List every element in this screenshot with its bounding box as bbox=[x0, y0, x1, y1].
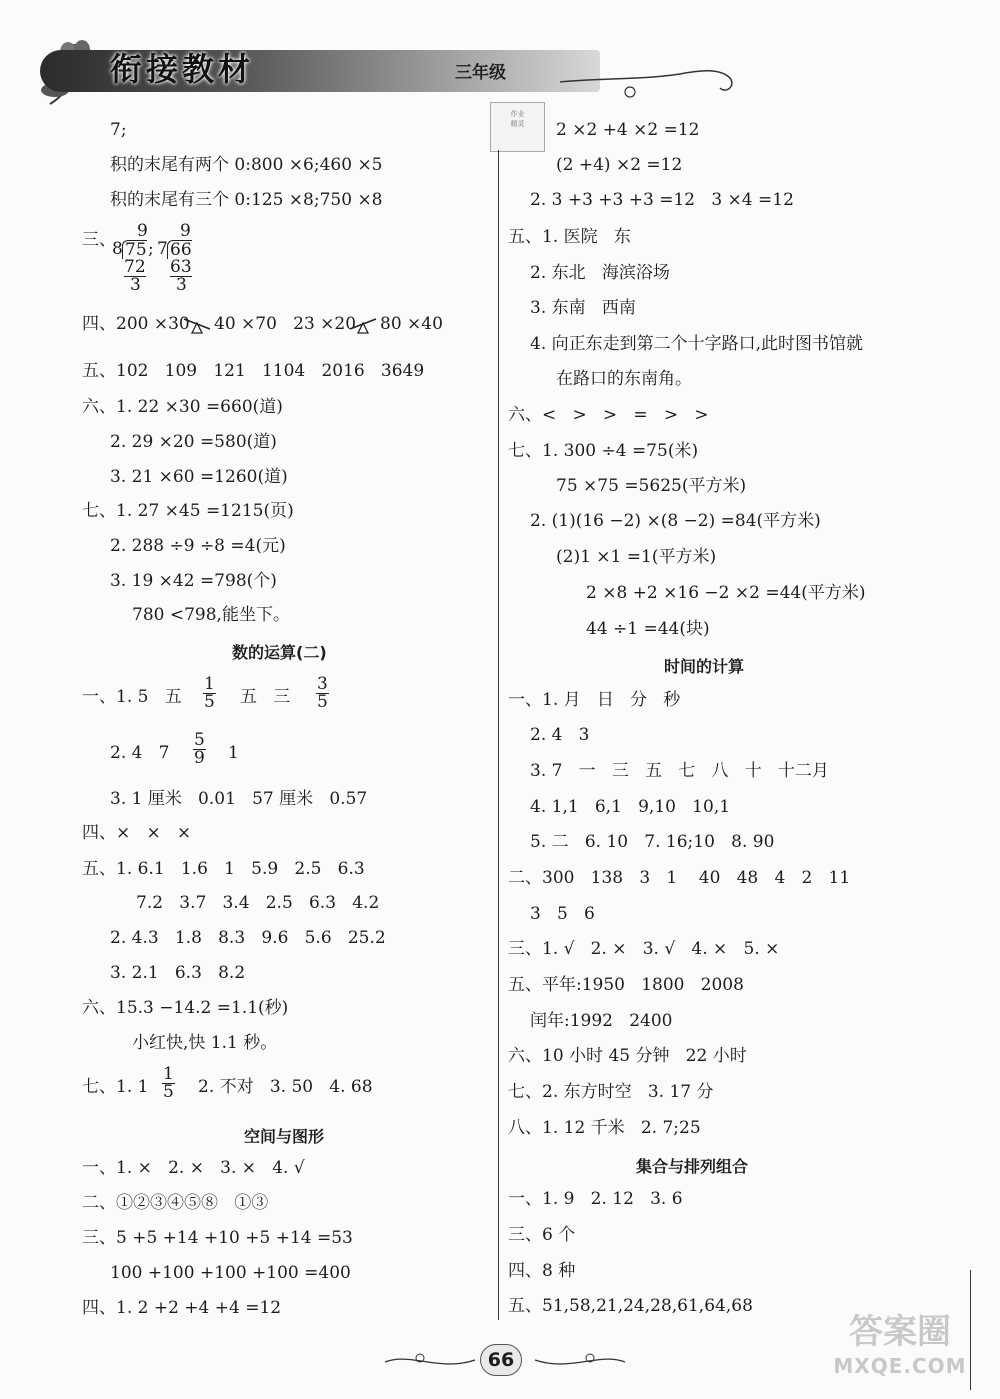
section-title: 时间的计算 bbox=[664, 657, 745, 676]
numerator: 3 bbox=[317, 674, 328, 694]
answer-line: 2. 4.3 1.8 8.3 9.6 5.6 25.2 bbox=[110, 928, 386, 948]
answer-line: 一、1. 5 五 bbox=[82, 687, 182, 707]
answer-line: 7; bbox=[110, 120, 127, 140]
dividend: 75 bbox=[122, 240, 147, 259]
page-number: 66 bbox=[480, 1344, 522, 1376]
answer-line: 五、平年:1950 1800 2008 bbox=[508, 975, 744, 995]
product: 72 bbox=[124, 257, 146, 277]
answer-line: 五 三 bbox=[240, 687, 291, 707]
denominator: 5 bbox=[204, 692, 215, 712]
answer-line: 在路口的东南角。 bbox=[556, 369, 692, 389]
answer-line: 二、①②③④⑤⑧ ①③ bbox=[82, 1193, 269, 1213]
remainder: 3 bbox=[130, 275, 141, 295]
answer-line: 3. 1 厘米 0.01 57 厘米 0.57 bbox=[110, 789, 368, 809]
answer-line: 六、10 小时 45 分钟 22 小时 bbox=[508, 1046, 747, 1066]
answer-line: 四、× × × bbox=[82, 823, 192, 843]
fraction bbox=[203, 676, 216, 711]
separator: ; bbox=[148, 239, 154, 259]
answer-line: 2. 29 ×20 =580(道) bbox=[110, 432, 277, 452]
fraction bbox=[316, 676, 329, 711]
book-title: 衔接教材 bbox=[110, 50, 255, 88]
page-header bbox=[0, 0, 1000, 110]
answer-line: 五、1. 医院 东 bbox=[508, 227, 631, 247]
denominator: 5 bbox=[317, 692, 328, 712]
numerator: 1 bbox=[163, 1064, 174, 1084]
answer-line: 2. 3 +3 +3 +3 =12 3 ×4 =12 bbox=[530, 190, 794, 210]
answer-line: 三、1. √ 2. × 3. √ 4. × 5. × bbox=[508, 939, 780, 959]
answer-line: 小红快,快 1.1 秒。 bbox=[132, 1033, 278, 1053]
balance-tilt-icon bbox=[348, 313, 378, 335]
answer-line: 六、< > > = > > bbox=[508, 405, 709, 425]
watermark-logo: 答案圈 bbox=[849, 1312, 951, 1352]
answer-line: 100 +100 +100 +100 =400 bbox=[110, 1263, 351, 1283]
fraction bbox=[193, 732, 206, 767]
page-footer bbox=[380, 1340, 630, 1380]
grade-label: 三年级 bbox=[455, 63, 506, 83]
answer-line: 2. (1)(16 −2) ×(8 −2) =84(平方米) bbox=[530, 511, 821, 531]
answer-line: 44 ÷1 =44(块) bbox=[586, 619, 710, 639]
answer-line: 4. 向正东走到第二个十字路口,此时图书馆就 bbox=[530, 334, 864, 354]
answer-line: 80 ×40 bbox=[380, 314, 443, 334]
answer-line: 二、300 138 3 1 40 48 4 2 11 bbox=[508, 868, 851, 888]
answer-line: 七、2. 东方时空 3. 17 分 bbox=[508, 1082, 714, 1102]
answer-line: 五、51,58,21,24,28,61,64,68 bbox=[508, 1296, 753, 1316]
answer-line: 7.2 3.7 3.4 2.5 6.3 4.2 bbox=[136, 893, 380, 913]
answer-line: 2. 不对 3. 50 4. 68 bbox=[198, 1077, 373, 1097]
answer-line: 2. 288 ÷9 ÷8 =4(元) bbox=[110, 536, 286, 556]
site-watermark bbox=[820, 1310, 980, 1390]
quotient: 9 bbox=[137, 221, 148, 241]
swirl-ornament-icon bbox=[560, 60, 740, 110]
answer-line: 三、5 +5 +14 +10 +5 +14 =53 bbox=[82, 1228, 353, 1248]
quotient: 9 bbox=[180, 221, 191, 241]
answer-line: 1 bbox=[228, 743, 239, 763]
answer-line: 3. 7 一 三 五 七 八 十 十二月 bbox=[530, 761, 829, 781]
answer-line: 3. 2.1 6.3 8.2 bbox=[110, 963, 246, 983]
answer-line: 5. 二 6. 10 7. 16;10 8. 90 bbox=[530, 832, 775, 852]
divisor: 8 bbox=[112, 239, 123, 259]
answer-line: 2 ×2 +4 ×2 =12 bbox=[556, 120, 700, 140]
answer-line: 七、1. 27 ×45 =1215(页) bbox=[82, 501, 294, 521]
watermark-url: MXQE.COM bbox=[833, 1354, 967, 1378]
balance-tilt-icon bbox=[182, 313, 212, 335]
numerator: 5 bbox=[194, 730, 205, 750]
fraction bbox=[162, 1066, 175, 1101]
answer-line: 2. 东北 海滨浴场 bbox=[530, 263, 670, 283]
answer-line: 七、1. 1 bbox=[82, 1077, 149, 1097]
section-title: 数的运算(二) bbox=[232, 643, 327, 662]
answer-line: 积的末尾有两个 0:800 ×6;460 ×5 bbox=[110, 155, 383, 175]
answer-line: 40 ×70 23 ×20 bbox=[214, 314, 357, 334]
product: 63 bbox=[170, 257, 192, 277]
denominator: 9 bbox=[194, 748, 205, 768]
answer-line: 3. 19 ×42 =798(个) bbox=[110, 571, 277, 591]
answer-line: 3. 21 ×60 =1260(道) bbox=[110, 467, 288, 487]
answer-line: 2. 4 7 bbox=[110, 743, 170, 763]
answer-line: 闰年:1992 2400 bbox=[530, 1011, 673, 1031]
answer-line: 四、1. 2 +2 +4 +4 =12 bbox=[82, 1298, 282, 1318]
numerator: 1 bbox=[204, 674, 215, 694]
answer-line: 六、1. 22 ×30 =660(道) bbox=[82, 397, 283, 417]
answer-line: 4. 1,1 6,1 9,10 10,1 bbox=[530, 797, 731, 817]
answer-line: 五、102 109 121 1104 2016 3649 bbox=[82, 361, 425, 381]
answer-line: 2 ×8 +2 ×16 −2 ×2 =44(平方米) bbox=[586, 583, 866, 603]
answer-line: 三、6 个 bbox=[508, 1225, 576, 1245]
answer-line: 四、8 种 bbox=[508, 1261, 576, 1281]
answer-line: 积的末尾有三个 0:125 ×8;750 ×8 bbox=[110, 190, 383, 210]
answer-line: 75 ×75 =5625(平方米) bbox=[556, 476, 747, 496]
answer-line: 3 5 6 bbox=[530, 904, 595, 924]
answer-line: (2)1 ×1 =1(平方米) bbox=[556, 547, 717, 567]
answer-line: (2 +4) ×2 =12 bbox=[556, 155, 683, 175]
dividend: 66 bbox=[167, 240, 192, 259]
answer-line: 五、1. 6.1 1.6 1 5.9 2.5 6.3 bbox=[82, 859, 365, 879]
divisor: 7 bbox=[157, 239, 168, 259]
answer-line: 3. 东南 西南 bbox=[530, 298, 636, 318]
answer-line: 七、1. 300 ÷4 =75(米) bbox=[508, 441, 699, 461]
question-label: 三、 bbox=[82, 230, 116, 250]
answer-line: 一、1. 月 日 分 秒 bbox=[508, 690, 681, 710]
section-title: 集合与排列组合 bbox=[636, 1157, 749, 1176]
answer-line: 一、1. 9 2. 12 3. 6 bbox=[508, 1189, 683, 1209]
answer-line: 一、1. × 2. × 3. × 4. √ bbox=[82, 1158, 305, 1178]
column-divider bbox=[498, 150, 499, 1320]
answer-line: 四、200 ×30 bbox=[82, 314, 190, 334]
logo-stamp: 作业 精灵 bbox=[490, 102, 545, 152]
answer-line: 2. 4 3 bbox=[530, 725, 590, 745]
remainder: 3 bbox=[176, 275, 187, 295]
answer-line: 八、1. 12 千米 2. 7;25 bbox=[508, 1118, 701, 1138]
denominator: 5 bbox=[163, 1082, 174, 1102]
answer-line: 六、15.3 −14.2 =1.1(秒) bbox=[82, 998, 289, 1018]
section-title: 空间与图形 bbox=[244, 1127, 325, 1146]
answer-line: 780 <798,能坐下。 bbox=[132, 605, 290, 625]
